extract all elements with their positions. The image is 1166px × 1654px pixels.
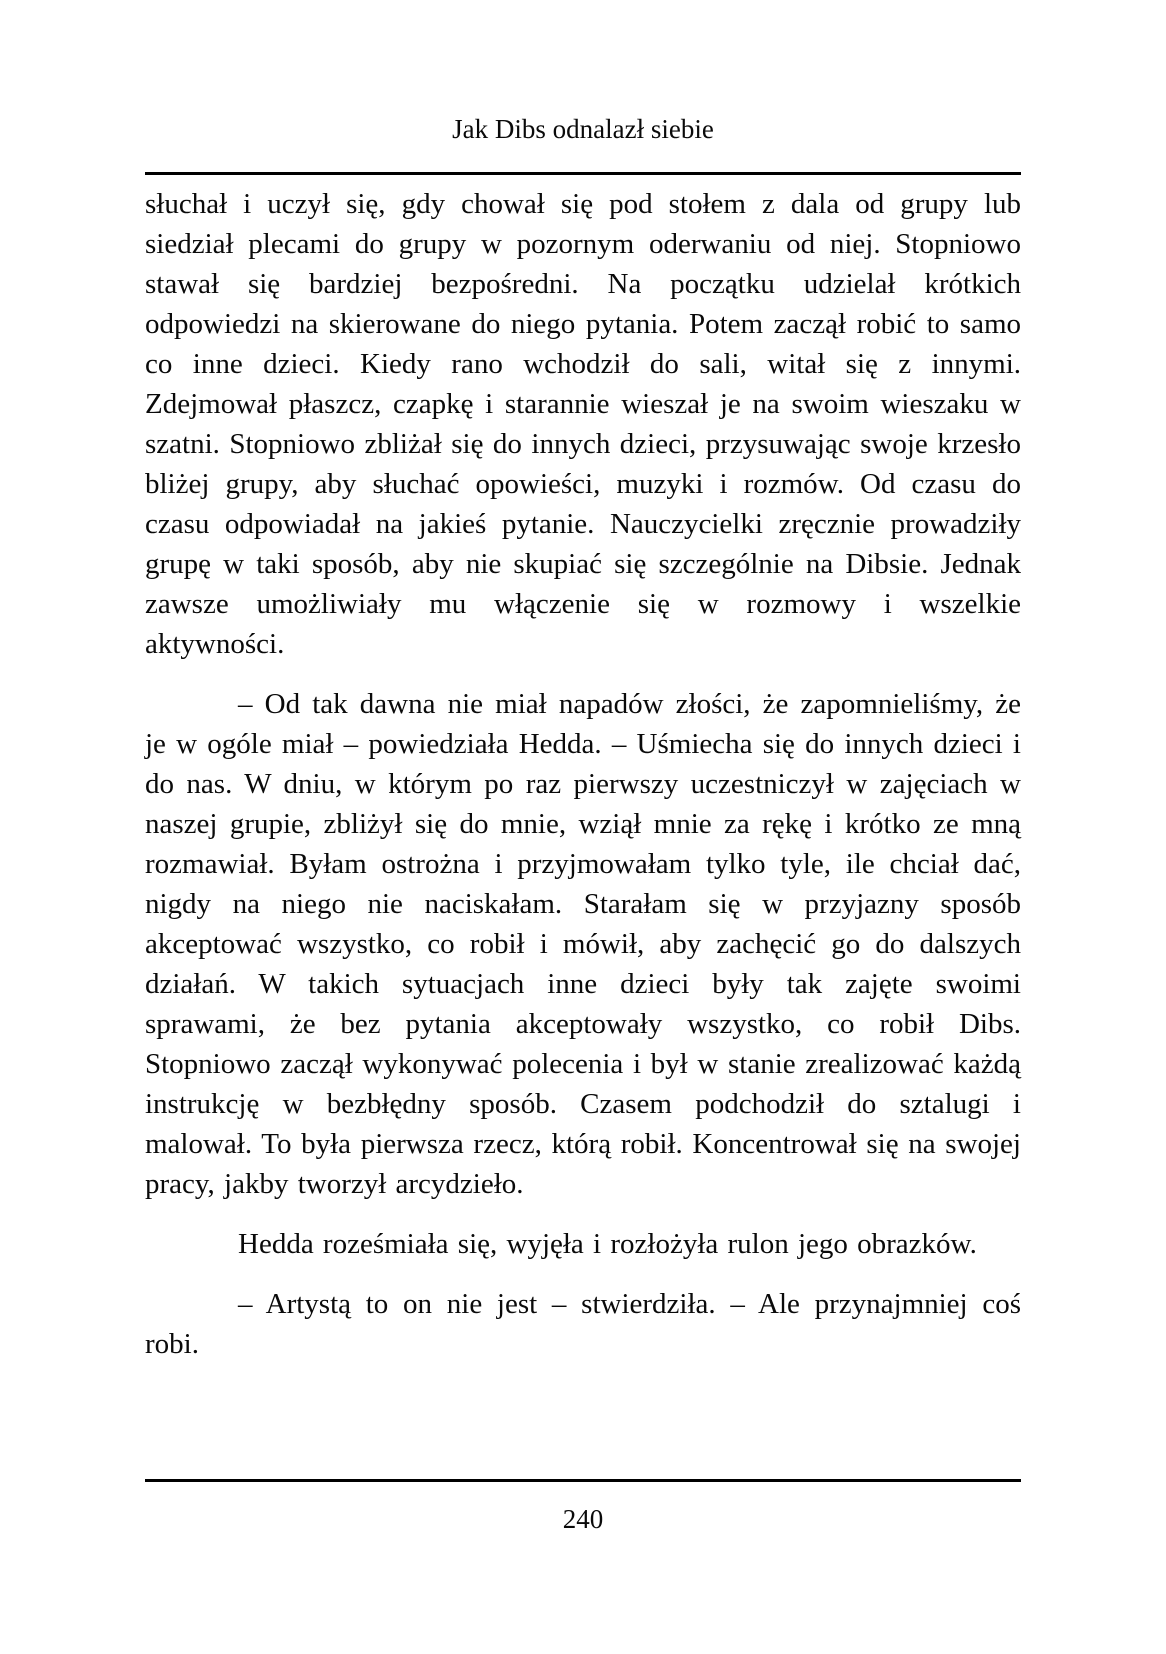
paragraph-3: Hedda roześmiała się, wyjęła i rozłożyła rulon jego obrazków. [238,1228,977,1260]
header-rule [145,172,1021,175]
page-number: 240 [562,1504,604,1534]
paragraph-2: – Od tak dawna nie miał napadów złości, że zapomnieliśmy, że je w ogóle miał – powiedziała Hedda. – Uśmiecha się do innych dzieci i do nas. W dniu, w którym po raz pierwszy uczestniczył w zajęciach w naszej grupie, zbliżył się do mnie, wziął mnie za rękę i krótko ze mną rozmawiał. Byłam ostrożna i przyjmowałam tylko tyle, ile chciał dać, nigdy na niego nie naciskałam. Starałam się w przyjazny sposób akceptować wszystko, co robił i mówił, aby zachęcić go do dalszych działań. W takich sytuacjach inne dzieci były tak zajęte swoimi sprawami, że bez pytania akceptowały wszystko, co robił Dibs. Stopniowo zaczął wykonywać polecenia i był w stanie zrealizować każdą instrukcję w bezbłędny sposób. Czasem podchodził do sztalugi i malował. To była pierwsza rzecz, którą robił. Koncentrował się na swojej pracy, jakby tworzył arcydzieło. [145,688,1021,1200]
paragraph-4: – Artystą to on nie jest – stwierdziła. – Ale przynajmniej coś robi. [145,1288,1021,1360]
paragraph-1: słuchał i uczył się, gdy chował się pod stołem z dala od grupy lub siedział plecami do grupy w pozornym oderwaniu od niej. Stopniowo stawał się bardziej bezpośredni. Na początku udzielał krótkich odpowiedzi na skierowane do niego pytania. Potem zaczął robić to samo co inne dzieci. Kiedy rano wchodził do sali, witał się z innymi. Zdejmował płaszcz, czapkę i starannie wieszał je na swoim wieszaku w szatni. Stopniowo zbliżał się do innych dzieci, przysuwając swoje krzesło bliżej grupy, aby słuchać opowieści, muzyki i rozmów. Od czasu do czasu odpowiadał na jakieś pytanie. Nauczycielki zręcznie prowadziły grupę w taki sposób, aby nie skupiać się szczególnie na Dibsie. Jednak zawsze umożliwiały mu włączenie się w rozmowy i wszelkie aktywności. [145,188,1021,660]
footer-rule [145,1479,1021,1482]
page-body [145,184,1021,1384]
running-header-title: Jak Dibs odnalazł siebie [452,114,714,144]
